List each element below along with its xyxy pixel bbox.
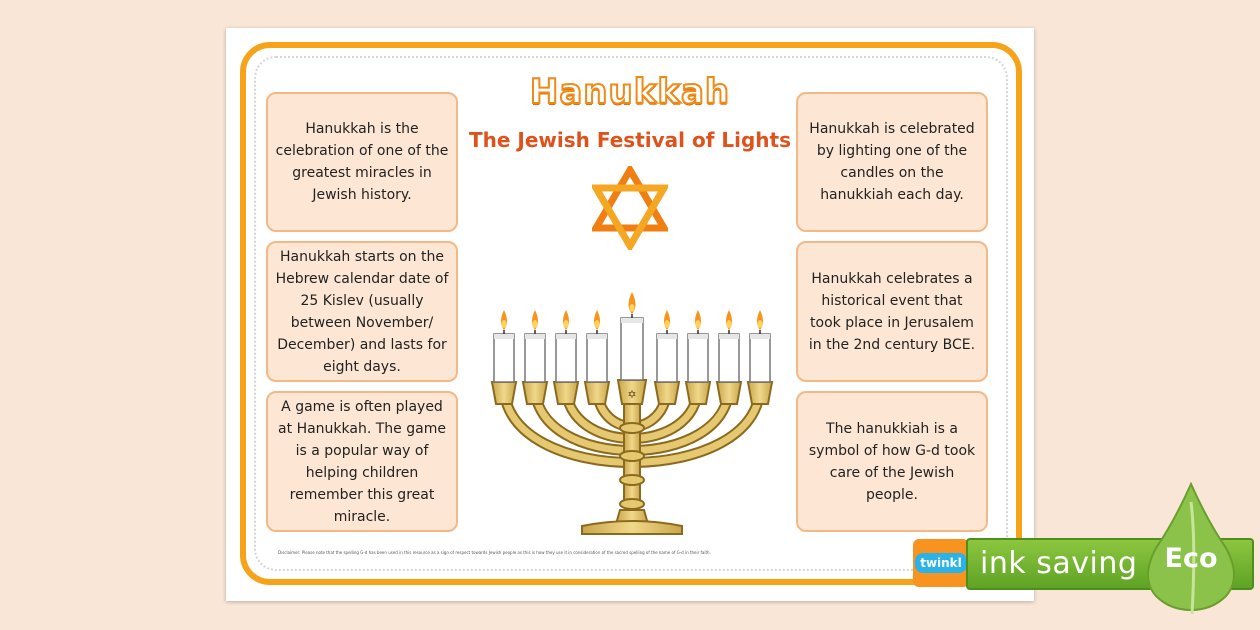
- eco-label: Eco: [1164, 543, 1218, 574]
- twinkl-logo[interactable]: [913, 539, 969, 587]
- svg-text:✡: ✡: [627, 388, 637, 401]
- hanukkiah-icon: [488, 258, 776, 540]
- star-of-david-icon: [592, 166, 668, 250]
- poster-title: Hanukkah: [529, 72, 731, 112]
- fact-box-right-3: The hanukkiah is a symbol of how G-d took care of the Jewish people.: [796, 391, 988, 532]
- fact-box-left-2: Hanukkah starts on the Hebrew calendar date of 25 Kislev (usually between November/ December) and lasts for eight days.: [266, 241, 458, 382]
- fact-box-left-1: Hanukkah is the celebration of one of the greatest miracles in Jewish history.: [266, 92, 458, 232]
- poster-subtitle: The Jewish Festival of Lights: [469, 128, 791, 152]
- fact-box-left-3: A game is often played at Hanukkah. The game is a popular way of helping children remember this great miracle.: [266, 391, 458, 532]
- fact-box-right-1: Hanukkah is celebrated by lighting one of the candles on the hanukkiah each day.: [796, 92, 988, 232]
- disclaimer-text: Disclaimer: Please note that the spelling G-d has been used in this resource as a sign of respect towards Jewish people as this is how they use it in consideration of the sacred spelling of the name of G-d in their faith.: [278, 550, 711, 555]
- fact-box-right-2: Hanukkah celebrates a historical event that took place in Jerusalem in the 2nd century BCE.: [796, 241, 988, 382]
- ink-saving-label: ink saving: [980, 546, 1138, 581]
- twinkl-logo-text: twinkl: [915, 553, 967, 573]
- poster-sheet: [226, 28, 1034, 601]
